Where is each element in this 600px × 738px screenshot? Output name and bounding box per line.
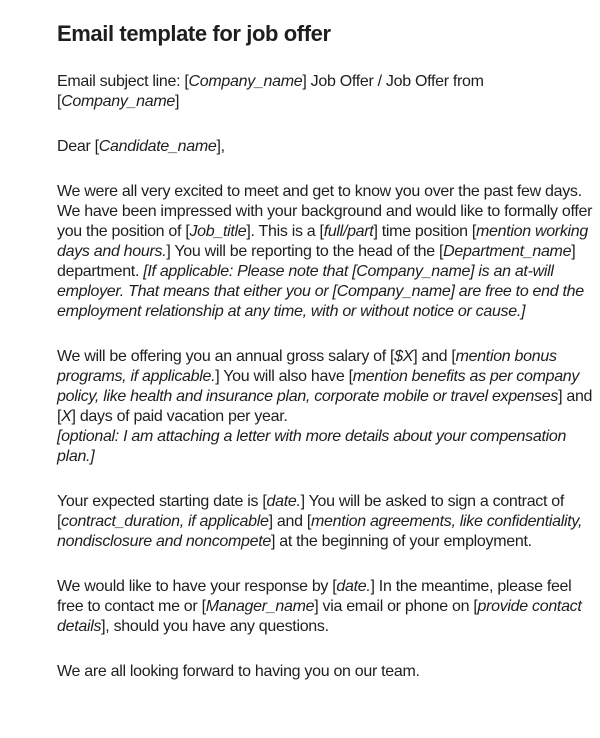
placeholder-text: mention benefits as per company policy, like health and insurance plan, corporate mobile or travel expenses <box>57 368 580 405</box>
body-text: ] time position [ <box>373 223 476 240</box>
body-text: ] You will also have [ <box>215 368 353 385</box>
body-text: ] at the beginning of your employment. <box>270 533 532 550</box>
placeholder-text: $X <box>394 348 414 365</box>
placeholder-text: date. <box>266 493 301 510</box>
placeholder-text: full/part <box>323 223 374 240</box>
body-text: ] and [ <box>413 348 456 365</box>
body-text: Your expected starting date is [ <box>57 493 267 510</box>
placeholder-text: Candidate_name <box>98 138 217 155</box>
placeholder-text: Company_name <box>188 73 303 90</box>
placeholder-text: Job_title <box>189 223 247 240</box>
paragraph-start-date <box>57 492 594 552</box>
document-body <box>57 72 594 682</box>
paragraph-compensation <box>57 347 594 467</box>
placeholder-text: mention agreements, like confidentiality, nondisclosure and noncompete <box>57 513 583 550</box>
body-text: ] and [ <box>57 388 593 425</box>
placeholder-text: mention working days and hours. <box>57 223 588 260</box>
body-text: ], should you have any questions. <box>101 618 329 635</box>
body-text: We were all very excited to meet and get to know you over the past few days. We have been impressed with your background and would like to formally offer you the position of [ <box>57 183 593 240</box>
paragraph-salutation <box>57 137 594 157</box>
body-text: ] <box>174 93 180 110</box>
placeholder-text: mention bonus programs, if applicable. <box>57 348 557 385</box>
paragraph-response-request <box>57 577 594 637</box>
paragraph-closing <box>57 662 594 682</box>
body-text: ] via email or phone on [ <box>314 598 478 615</box>
body-text: ] department. <box>57 243 576 280</box>
body-text: ]. This is a [ <box>246 223 324 240</box>
body-text: Email subject line: [ <box>57 73 189 90</box>
body-text: We will be offering you an annual gross salary of [ <box>57 348 395 365</box>
body-text: ] You will be asked to sign a contract of [ <box>57 493 565 530</box>
page-title: Email template for job offer <box>57 21 331 46</box>
placeholder-text: X <box>61 408 72 425</box>
placeholder-text: [If applicable: Please note that [Company_name] is an at-will employer. That means that either you or [Company_name] are free to end the employment relationship at any time, with or without notice or cause.] <box>57 263 584 320</box>
placeholder-text: contract_duration, if applicable <box>61 513 269 530</box>
body-text: ] Job Offer / Job Offer from [ <box>57 73 484 110</box>
paragraph-intro <box>57 182 594 322</box>
placeholder-text: date. <box>336 578 371 595</box>
body-text: ] days of paid vacation per year. <box>71 408 288 425</box>
body-text: We would like to have your response by [ <box>57 578 337 595</box>
body-text: We are all looking forward to having you on our team. <box>57 663 420 680</box>
placeholder-text: Manager_name <box>205 598 315 615</box>
body-text: ] You will be reporting to the head of the [ <box>166 243 444 260</box>
placeholder-text: Department_name <box>443 243 572 260</box>
placeholder-text: provide contact details <box>57 598 582 635</box>
body-text: ] and [ <box>268 513 311 530</box>
body-text: ] In the meantime, please feel free to contact me or [ <box>57 578 572 615</box>
body-text: ], <box>216 138 225 155</box>
placeholder-text: Company_name <box>61 93 175 110</box>
body-text: Dear [ <box>57 138 99 155</box>
placeholder-text: [optional: I am attaching a letter with more details about your compensation plan.] <box>57 428 567 465</box>
paragraph-subject-line <box>57 72 594 112</box>
